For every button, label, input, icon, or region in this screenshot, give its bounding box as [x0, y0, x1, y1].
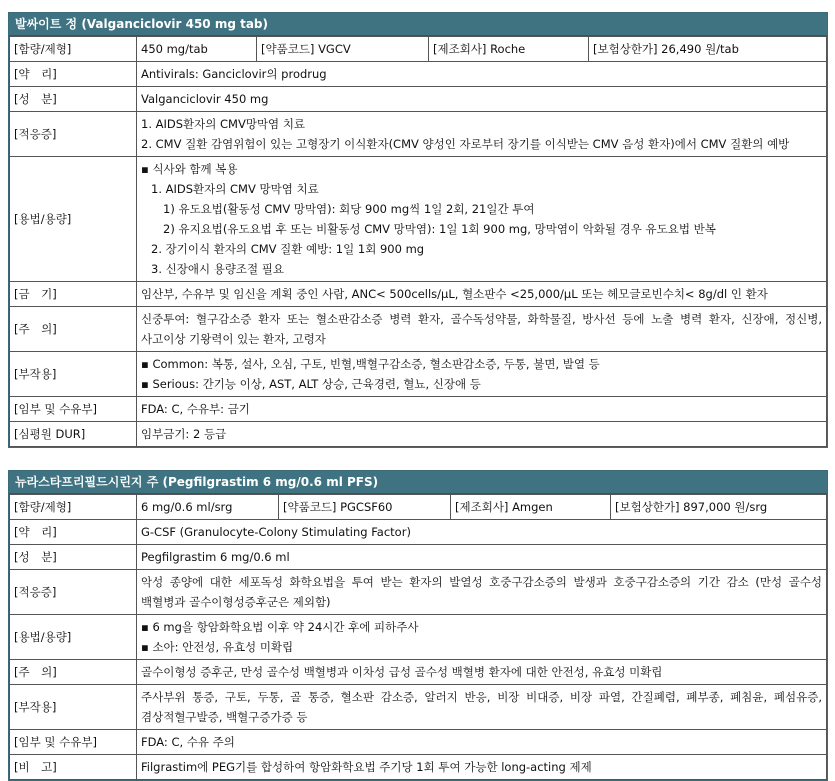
row-label: [약 리] — [10, 62, 137, 87]
row-label: [부작용] — [10, 352, 137, 397]
row-value: 골수이형성 증후군, 만성 골수성 백혈병과 이차성 급성 골수성 백혈병 환자에 대한 안전성, 유효성 미확립 — [137, 660, 827, 685]
row-label: [부작용] — [10, 685, 137, 730]
row-label: [성 분] — [10, 545, 137, 570]
maker-value: [제조회사] Roche — [429, 37, 589, 61]
row-spec — [10, 495, 827, 520]
row-indication — [10, 112, 827, 157]
dosage-line: 1) 유도요법(활동성 CMV 망막염): 회당 900 mg씩 1일 2회, 21일간 투여 — [163, 202, 535, 216]
row-comp — [10, 545, 827, 570]
drug-card-pegfilgrastim — [8, 470, 828, 781]
row-indication — [10, 570, 827, 615]
drug-card-valganciclovir — [8, 12, 828, 448]
row-label: [함량/제형] — [10, 495, 137, 520]
row-adverse — [10, 685, 827, 730]
row-value: FDA: C, 수유 주의 — [137, 730, 827, 755]
row-label: [적응증] — [10, 112, 137, 157]
row-label: [적응증] — [10, 570, 137, 615]
row-dosage — [10, 157, 827, 282]
drug-info-table — [9, 36, 827, 447]
adverse-line: ▪ Serious: 간기능 이상, AST, ALT 상승, 근육경련, 혈뇨, 신장애 등 — [141, 377, 481, 391]
row-label: [금 기] — [10, 282, 137, 307]
row-value: Valganciclovir 450 mg — [137, 87, 827, 112]
row-pregnancy — [10, 730, 827, 755]
dosage-line: ▪ 6 mg을 항암화학요법 이후 약 24시간 후에 피하주사 — [141, 620, 419, 634]
row-pharm — [10, 62, 827, 87]
row-caution — [10, 307, 827, 352]
row-label: [심평원 DUR] — [10, 422, 137, 447]
code-value: [약품코드] VGCV — [257, 37, 429, 61]
dosage-line: ▪ 소아: 안전성, 유효성 미확립 — [141, 640, 294, 654]
dosage-line: 2. 장기이식 환자의 CMV 질환 예방: 1일 1회 900 mg — [151, 242, 425, 256]
row-value: G-CSF (Granulocyte-Colony Stimulating Factor) — [137, 520, 827, 545]
row-label: [주 의] — [10, 660, 137, 685]
dosage-line: 2) 유지요법(유도요법 후 또는 비활동성 CMV 망막염): 1일 1회 900 mg, 망막염이 악화될 경우 유도요법 반복 — [163, 222, 716, 236]
row-comp — [10, 87, 827, 112]
row-note — [10, 755, 827, 780]
row-label: [함량/제형] — [10, 37, 137, 62]
row-value: Filgrastim에 PEG기를 합성하여 항암화학요법 주기당 1회 투여 가능한 long-acting 제제 — [137, 755, 827, 780]
price-value: [보험상한가] 897,000 원/srg — [615, 500, 768, 514]
row-value: FDA: C, 수유부: 금기 — [137, 397, 827, 422]
row-contra — [10, 282, 827, 307]
strength-value: 6 mg/0.6 ml/srg — [137, 495, 279, 519]
drug-title: 발싸이트 정 (Valganciclovir 450 mg tab) — [9, 13, 827, 36]
row-dur — [10, 422, 827, 447]
dosage-line: 3. 신장애시 용량조절 필요 — [151, 262, 285, 276]
row-dosage — [10, 615, 827, 660]
row-label: [약 리] — [10, 520, 137, 545]
row-label: [용법/용량] — [10, 157, 137, 282]
row-caution — [10, 660, 827, 685]
row-label: [임부 및 수유부] — [10, 730, 137, 755]
row-label: [성 분] — [10, 87, 137, 112]
row-label: [임부 및 수유부] — [10, 397, 137, 422]
adverse-line: ▪ Common: 복통, 설사, 오심, 구토, 빈혈,백혈구감소증, 혈소판감소증, 두통, 불면, 발열 등 — [141, 357, 600, 371]
row-pregnancy — [10, 397, 827, 422]
row-value: 임부금기: 2 등급 — [137, 422, 827, 447]
row-spec — [10, 37, 827, 62]
row-label: [비 고] — [10, 755, 137, 780]
price-value: [보험상한가] 26,490 원/tab — [593, 42, 739, 56]
dosage-line: ▪ 식사와 함께 복용 — [141, 162, 238, 176]
row-value: 주사부위 통증, 구토, 두통, 골 통증, 혈소판 감소증, 알러지 반응, 비장 비대증, 비장 파열, 간질폐렴, 폐부종, 폐침윤, 폐섬유증, 겸상적혈구발증, 백혈구증가증 등 — [137, 685, 827, 730]
row-label: [주 의] — [10, 307, 137, 352]
indication-line: 2. CMV 질환 감염위험이 있는 고형장기 이식환자(CMV 양성인 자로부터 장기를 이식받는 CMV 음성 환자)에서 CMV 질환의 예방 — [141, 137, 790, 151]
row-value: Pegfilgrastim 6 mg/0.6 ml — [137, 545, 827, 570]
strength-value: 450 mg/tab — [137, 37, 257, 61]
maker-value: [제조회사] Amgen — [451, 495, 611, 519]
row-pharm — [10, 520, 827, 545]
row-label: [용법/용량] — [10, 615, 137, 660]
dosage-line: 1. AIDS환자의 CMV 망막염 치료 — [151, 182, 319, 196]
drug-title: 뉴라스타프리필드시린지 주 (Pegfilgrastim 6 mg/0.6 ml PFS) — [9, 471, 827, 494]
code-value: [약품코드] PGCSF60 — [279, 495, 451, 519]
row-value: 임산부, 수유부 및 임신을 계획 중인 사람, ANC< 500cells/μL, 혈소판수 <25,000/μL 또는 헤모글로빈수치< 8g/dl 인 환자 — [137, 282, 827, 307]
indication-line: 1. AIDS환자의 CMV망막염 치료 — [141, 117, 306, 131]
drug-info-table — [9, 494, 827, 780]
row-value: 악성 종양에 대한 세포독성 화학요법을 투여 받는 환자의 발열성 호중구감소증의 발생과 호중구감소증의 기간 감소 (만성 골수성 백혈병과 골수이형성증후군은 제외함) — [137, 570, 827, 615]
row-value: Antivirals: Ganciclovir의 prodrug — [137, 62, 827, 87]
row-value: 신중투여: 혈구감소증 환자 또는 혈소판감소증 병력 환자, 골수독성약물, 화학물질, 방사선 등에 노출 병력 환자, 신장애, 정신병, 사고이상 기왕력이 있는 환자, 고령자 — [137, 307, 827, 352]
row-adverse — [10, 352, 827, 397]
